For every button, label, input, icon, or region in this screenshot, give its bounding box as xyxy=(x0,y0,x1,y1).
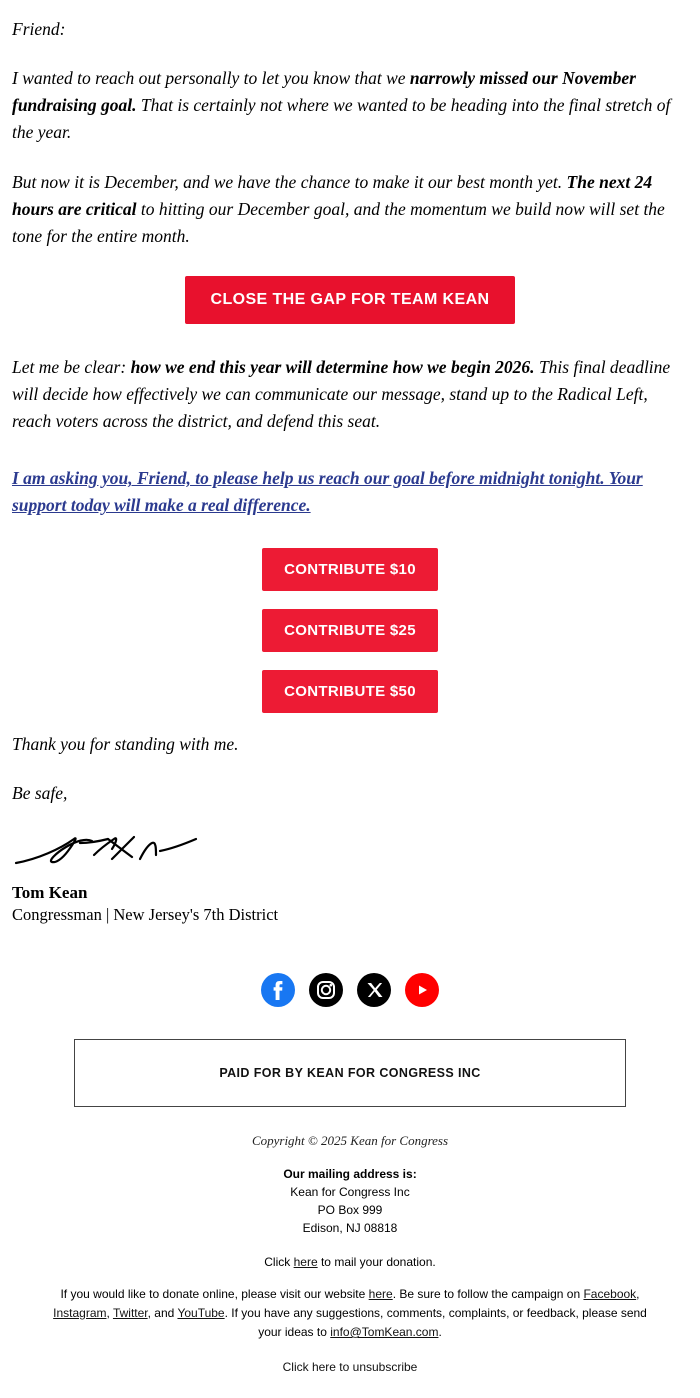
online-note-seg7: . xyxy=(438,1325,442,1340)
paragraph-2-part-3: to hitting our December goal, and the momentum we build now will set the tone for the entire month. xyxy=(12,198,665,246)
paid-for-by-box xyxy=(74,1039,626,1107)
footer-facebook-link[interactable]: Facebook xyxy=(583,1286,637,1301)
paragraph-1-part-3: That is certainly not where we wanted to be heading into the final stretch of the year. xyxy=(12,95,671,143)
contribute-50-container xyxy=(12,670,688,713)
website-link[interactable]: here xyxy=(368,1286,393,1301)
signature-title: Congressman | New Jersey's 7th District xyxy=(12,904,279,924)
unsubscribe-link[interactable]: Click here to unsubscribe xyxy=(282,1360,418,1375)
online-note-seg2: . Be sure to follow the campaign on xyxy=(392,1286,584,1301)
main-cta-container xyxy=(12,276,688,324)
address-line-1: Kean for Congress Inc xyxy=(290,1184,410,1199)
instagram-link[interactable] xyxy=(309,973,343,1007)
contribute-50-button[interactable]: CONTRIBUTE $50 xyxy=(262,670,438,713)
paragraph-2 xyxy=(12,169,688,250)
unsubscribe-line xyxy=(40,1360,660,1374)
close-the-gap-button[interactable]: CLOSE THE GAP FOR TEAM KEAN xyxy=(185,276,516,324)
thanks-text: Thank you for standing with me. xyxy=(12,733,239,754)
online-note-seg4: , xyxy=(106,1305,113,1320)
online-note-seg6: . If you have any suggestions, comments, complaints, or feedback, please send your ideas to xyxy=(224,1305,647,1340)
facebook-link[interactable] xyxy=(261,973,295,1007)
paragraph-1 xyxy=(12,65,688,146)
contribute-25-button[interactable]: CONTRIBUTE $25 xyxy=(262,609,438,652)
signature-block xyxy=(12,829,688,925)
footer-instagram-link[interactable]: Instagram xyxy=(53,1305,107,1320)
mail-donation-pre: Click xyxy=(264,1254,294,1269)
paragraph-1-part-2: narrowly missed our November fundraising goal. xyxy=(12,68,636,116)
youtube-icon xyxy=(405,973,439,1007)
x-twitter-link[interactable] xyxy=(357,973,391,1007)
contribute-10-container xyxy=(12,548,688,591)
salutation: Friend: xyxy=(12,19,66,39)
address-heading: Our mailing address is: xyxy=(283,1166,417,1181)
paragraph-3-part-2: how we end this year will determine how we begin 2026. xyxy=(130,356,535,377)
address-line-3: Edison, NJ 08818 xyxy=(302,1220,398,1235)
footer-youtube-link[interactable]: YouTube xyxy=(177,1305,225,1320)
address-line-2: PO Box 999 xyxy=(317,1202,383,1217)
social-links xyxy=(12,973,688,1007)
online-note-seg3: , xyxy=(636,1286,640,1301)
youtube-link[interactable] xyxy=(405,973,439,1007)
mail-donation-post: to mail your donation. xyxy=(317,1254,436,1269)
online-note-seg1: If you would like to donate online, please visit our website xyxy=(60,1286,369,1301)
footer xyxy=(12,1133,688,1398)
online-note-seg5: , and xyxy=(147,1305,178,1320)
paragraph-3-part-1: Let me be clear: xyxy=(12,356,131,377)
online-donation-note xyxy=(40,1285,660,1343)
paragraph-2-part-2: The next 24 hours are critical xyxy=(12,171,653,219)
paragraph-2-part-1: But now it is December, and we have the chance to make it our best month yet. xyxy=(12,171,567,192)
ask-link[interactable]: I am asking you, Friend, to please help us reach our goal before midnight tonight. Your support today will make a real difference. xyxy=(12,468,643,516)
contribute-10-button[interactable]: CONTRIBUTE $10 xyxy=(262,548,438,591)
footer-twitter-link[interactable]: Twitter xyxy=(112,1305,148,1320)
facebook-icon xyxy=(261,973,295,1007)
paragraph-1-part-1: I wanted to reach out personally to let you know that we xyxy=(12,68,410,89)
paragraph-3 xyxy=(12,354,688,435)
closing-text: Be safe, xyxy=(12,782,68,803)
copyright-text: Copyright © 2025 Kean for Congress xyxy=(251,1132,449,1148)
contribute-25-container xyxy=(12,609,688,652)
paragraph-3-part-3: This final deadline will decide how effectively we can communicate our message, stand up to the Radical Left, reach voters across the district, and defend this seat. xyxy=(12,356,671,432)
mail-donation-link[interactable]: here xyxy=(293,1254,318,1269)
instagram-icon xyxy=(309,973,343,1007)
mail-donation-line xyxy=(40,1255,660,1269)
contact-email-link[interactable]: info@TomKean.com xyxy=(330,1325,439,1340)
x-twitter-icon xyxy=(357,973,391,1007)
signature-name: Tom Kean xyxy=(12,882,88,902)
signature-image xyxy=(8,829,208,877)
paid-for-by-text: PAID FOR BY KEAN FOR CONGRESS INC xyxy=(219,1065,481,1080)
